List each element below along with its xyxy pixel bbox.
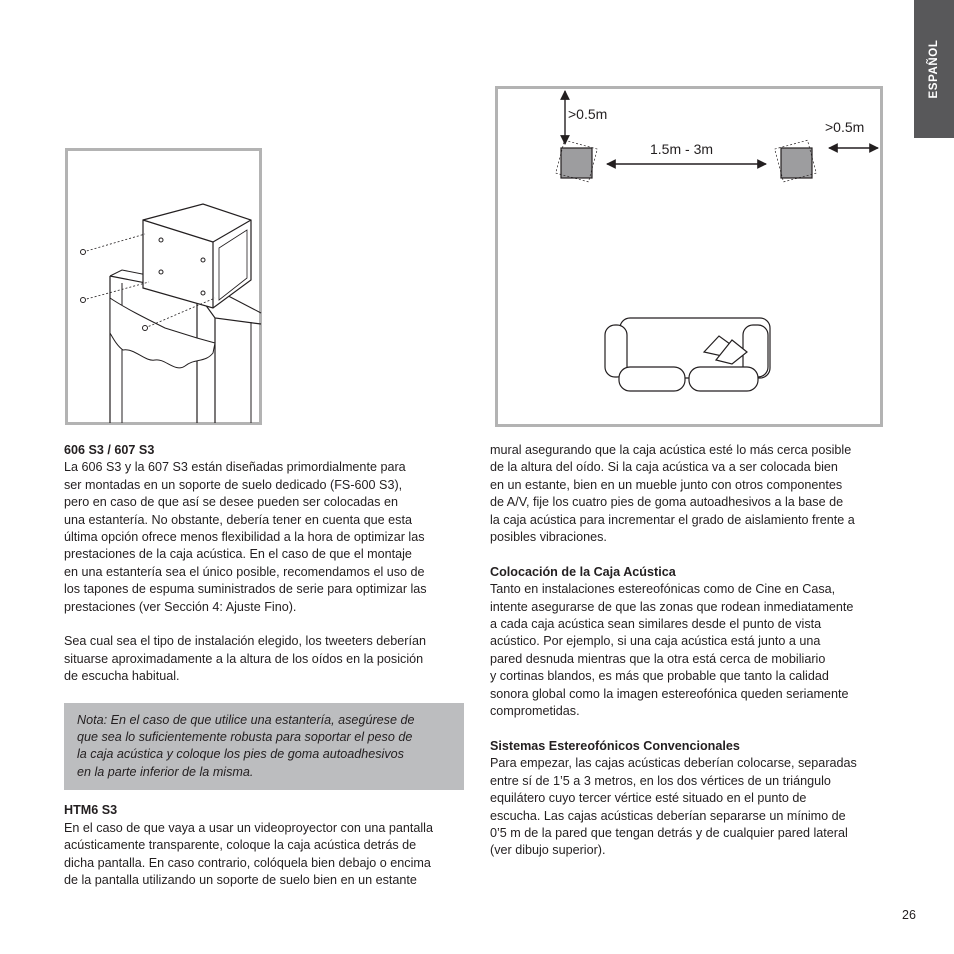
section-heading-stereo: Sistemas Estereofónicos Convencionales bbox=[490, 738, 740, 753]
shelf-mounting-illustration bbox=[65, 148, 262, 425]
language-tab bbox=[914, 0, 954, 138]
text-line: En el caso de que vaya a usar un videoproyector con una pantalla bbox=[64, 820, 433, 835]
paragraph-placement bbox=[490, 581, 890, 720]
text-line: sonora global como la imagen estereofónica queden seriamente bbox=[490, 686, 849, 701]
text-line: acústico. Por ejemplo, si una caja acústica está junto a una bbox=[490, 634, 821, 649]
paragraph-htm6 bbox=[64, 820, 464, 890]
note-line: en la parte inferior de la misma. bbox=[77, 764, 254, 779]
text-line: de escucha habitual. bbox=[64, 669, 180, 684]
speaker-spacing-label: 1.5m - 3m bbox=[650, 141, 714, 157]
section-heading-606-607: 606 S3 / 607 S3 bbox=[64, 443, 155, 457]
right-text-column bbox=[490, 442, 890, 860]
text-line: a cada caja acústica sean similares desde el punto de vista bbox=[490, 617, 822, 632]
text-line: en un estante, bien en un mueble junto con otros componentes bbox=[490, 477, 843, 492]
text-line: acústicamente transparente, coloque la caja acústica detrás de bbox=[64, 838, 417, 853]
text-line: escucha. Las cajas acústicas deberían separarse un mínimo de bbox=[490, 808, 846, 823]
text-line: dicha pantalla. En caso contrario, colóquela bien debajo o encima bbox=[64, 855, 431, 870]
text-line: pero en caso de que así se desee pueden ser colocadas en bbox=[64, 495, 398, 510]
text-line: intente asegurarse de que las zonas que rodean inmediatamente bbox=[490, 599, 854, 614]
text-line: posibles vibraciones. bbox=[490, 530, 607, 545]
text-line: y cortinas blandos, es más que probable que tanto la calidad bbox=[490, 669, 829, 684]
section-heading-placement: Colocación de la Caja Acústica bbox=[490, 564, 676, 579]
text-line: de A/V, fije los cuatro pies de goma autoadhesivos a la base de bbox=[490, 495, 844, 510]
paragraph-tweeter-height bbox=[64, 633, 464, 685]
text-line: entre sí de 1’5 a 3 metros, en los dos vértices de un triángulo bbox=[490, 773, 831, 788]
text-line: 0’5 m de la pared que tengan detrás y de cualquier pared lateral bbox=[490, 825, 848, 840]
language-tab-label: ESPAÑOL bbox=[928, 39, 940, 99]
text-line: de la pantalla utilizando un soporte de suelo bien en un estante bbox=[64, 872, 417, 887]
text-line: (ver dibujo superior). bbox=[490, 843, 606, 858]
text-line: en una estantería sea el único posible, recomendamos el uso de bbox=[64, 564, 425, 579]
text-line: una estantería. No obstante, debería tener en cuenta que esta bbox=[64, 512, 412, 527]
text-line: de la altura del oído. Si la caja acústica va a ser colocada bien bbox=[490, 460, 838, 475]
text-line: Para empezar, las cajas acústicas deberían colocarse, separadas bbox=[490, 756, 857, 771]
note-line: Nota: En el caso de que utilice una estantería, asegúrese de bbox=[77, 712, 415, 727]
text-line: situarse aproximadamente a la altura de los oídos en la posición bbox=[64, 651, 424, 666]
text-line: comprometidas. bbox=[490, 704, 580, 719]
paragraph-continuation bbox=[490, 442, 890, 546]
section-heading-htm6: HTM6 S3 bbox=[64, 803, 118, 818]
note-line: que sea lo suficientemente robusta para soportar el peso de bbox=[77, 730, 413, 745]
paragraph-stereo bbox=[490, 755, 890, 859]
text-line: Tanto en instalaciones estereofónicas como de Cine en Casa, bbox=[490, 582, 836, 597]
text-line: La 606 S3 y la 607 S3 están diseñadas primordialmente para bbox=[64, 460, 406, 475]
text-line: la caja acústica para incrementar el grado de aislamiento frente a bbox=[490, 512, 855, 527]
note-box bbox=[64, 703, 464, 791]
note-line: la caja acústica y coloque los pies de goma autoadhesivos bbox=[77, 747, 404, 762]
text-line: ser montadas en un soporte de suelo dedicado (FS-600 S3), bbox=[64, 477, 403, 492]
text-line: prestaciones (ver Sección 4: Ajuste Fino). bbox=[64, 599, 297, 614]
page-number: 26 bbox=[902, 908, 916, 922]
side-clearance-label: >0.5m bbox=[825, 119, 865, 135]
front-clearance-label: >0.5m bbox=[568, 106, 608, 122]
text-line: los tapones de espuma suministrados de serie para optimizar las bbox=[64, 582, 427, 597]
paragraph-shelf-mounting bbox=[64, 459, 464, 616]
text-line: prestaciones de la caja acústica. En el caso de que el montaje bbox=[64, 547, 412, 562]
text-line: mural asegurando que la caja acústica esté lo más cerca posible bbox=[490, 443, 852, 457]
text-line: última opción ofrece menos flexibilidad a la hora de optimizar las bbox=[64, 530, 425, 545]
text-line: Sea cual sea el tipo de instalación elegido, los tweeters deberían bbox=[64, 634, 426, 649]
text-line: equilátero cuyo tercer vértice esté situado en el punto de bbox=[490, 791, 807, 806]
left-text-column bbox=[64, 442, 464, 889]
text-line: pared desnuda mientras que la otra está cerca de mobiliario bbox=[490, 651, 826, 666]
room-placement-diagram bbox=[495, 86, 883, 427]
